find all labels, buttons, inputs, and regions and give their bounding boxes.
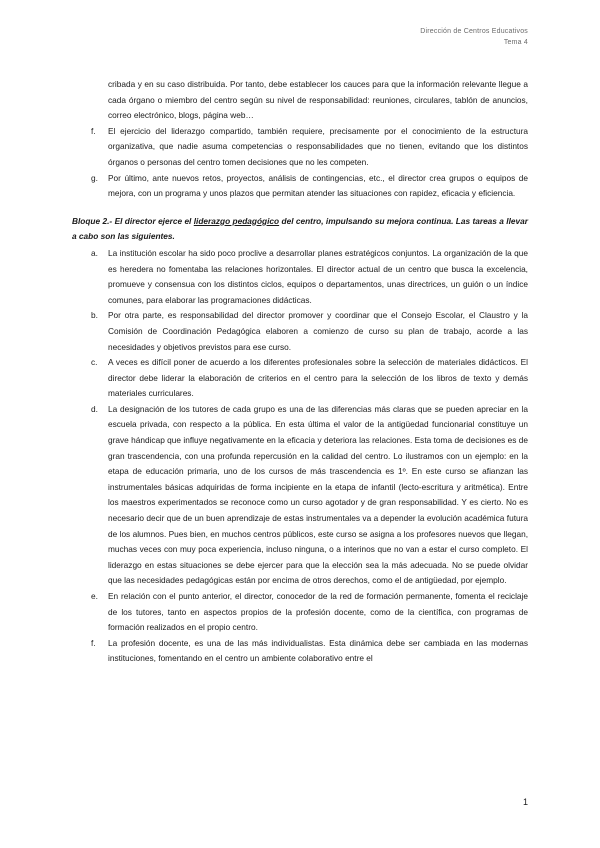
header-topic: Tema 4: [503, 39, 528, 46]
list-item-text: A veces es difícil poner de acuerdo a los diferentes profesionales sobre la selección de materiales didácticos. El director debe liderar la elaboración de criterios en el centro para la selección de los libros de texto y demás materiales curriculares.: [108, 357, 528, 399]
list-item-text: La institución escolar ha sido poco proclive a desarrollar planes estratégicos conjuntos. La organización de la que es heredera no fomentaba las relaciones horizontales. El director actual de un centro que busca la excelencia, promueve y consensua con los distintos ciclos, equipos o departamentos, unas directrices, un guión o un índice comunes, para elaborar las programaciones didácticas.: [108, 247, 528, 305]
list-item-continuation: [72, 77, 528, 124]
list-item-letter: f.: [91, 125, 96, 136]
list-item-text: La designación de los tutores de cada grupo es una de las diferencias más claras que se pueden apreciar en la escuela privada, con respecto a la pública. En esta última el valor de la antigüedad funcionarial constituye un grave hándicap que influye negativamente en la eficacia y deteriora las relaciones. Esta toma de decisiones es de gran trascendencia, con una profunda repercusión en la calidad del centro. Lo ilustramos con un ejemplo: en la etapa de educación primaria, uno de los cursos de más trascendencia es 1º. En este curso se afianzan las instrumentales básicas adquiridas de forma incipiente en la etapa de infantil (lecto-escritura y aritmética). Entre los maestros experimentados se reconoce como un curso agotador y de gran responsabilidad. Y es cierto. No es necesario decir que de un buen aprendizaje de estas instrumentales va a depender la evolución académica futura de los alumnos. Pues bien, en muchos centros públicos, este curso se asigna a los profesores nuevos que llegan, muchas veces con muy poca experiencia, incluso ninguna, o a interinos que no van a estar el curso completo. El liderazgo en estas situaciones se debe ejercer para que la elección sea la más adecuada. No se puede olvidar que las necesidades pedagógicas están por encima de otros derechos, como el de antigüedad, por ejemplo.: [108, 403, 528, 586]
list-item: [72, 171, 528, 202]
section-heading-bloque-2: [72, 214, 528, 245]
list-item-letter: f.: [91, 637, 96, 648]
list-item-text: Por otra parte, es responsabilidad del director promover y coordinar que el Consejo Escolar, el Claustro y la Comisión de Coordinación Pedagógica elaboren a comienzo de curso su plan de trabajo, acorde a las necesidades y objetivos previstos para ese curso.: [108, 310, 528, 352]
list-item-text: El ejercicio del liderazgo compartido, también requiere, precisamente por el conocimiento de la estructura organizativa, que nadie asuma competencias o responsabilidades que no tienen, evitando que los distintos órganos o personas del centro tomen decisiones que no les competen.: [108, 125, 528, 167]
list-item-letter: e.: [91, 591, 98, 601]
list-item: [72, 246, 528, 308]
list-item-letter: g.: [91, 172, 98, 183]
list-item: [72, 636, 528, 667]
list-item: [72, 308, 528, 355]
document-body: [72, 77, 528, 667]
page-header: [420, 26, 528, 48]
list-item-text: Por último, ante nuevos retos, proyectos, análisis de contingencias, etc., el director crea grupos o equipos de mejora, con un programa y unos plazos que permitan atender las situaciones con rapidez, eficacia y eficiencia.: [108, 172, 528, 199]
list-item: [72, 124, 528, 171]
page-number: 1: [522, 797, 528, 807]
list-item-letter: a.: [91, 247, 98, 258]
bloque-heading-suffix: del centro, impulsando su mejora continua. Las tareas a llevar a cabo son las siguientes.: [72, 215, 528, 242]
list-block-2: [72, 246, 528, 667]
bloque-heading-link: liderazgo pedagógico: [193, 215, 280, 226]
list-item: [72, 589, 528, 636]
list-item-letter: b.: [91, 310, 98, 321]
list-item-text: La profesión docente, es una de las más individualistas. Esta dinámica debe ser cambiada en las modernas instituciones, fomentando en el centro un ambiente colaborativo entre el: [108, 637, 528, 664]
paragraph-text: cribada y en su caso distribuida. Por tanto, debe establecer los cauces para que la información relevante llegue a cada órgano o miembro del centro según su nivel de responsabilidad: reuniones, circulares, tablón de anuncios, correo electrónico, blogs, página web…: [108, 79, 528, 121]
list-item-letter: c.: [91, 357, 98, 368]
list-item-letter: d.: [91, 403, 98, 414]
list-item: [72, 402, 528, 589]
list-block-1: [72, 124, 528, 202]
list-item: [72, 355, 528, 402]
list-item-text: En relación con el punto anterior, el director, conocedor de la red de formación permanente, fomenta el reciclaje de los tutores, tanto en aspectos propios de la profesión docente, como de la científica, con programas de formación realizados en el propio centro.: [108, 591, 528, 633]
bloque-heading-prefix: Bloque 2.- El director ejerce el: [72, 215, 194, 226]
header-course-title: Dirección de Centros Educativos: [420, 28, 528, 35]
